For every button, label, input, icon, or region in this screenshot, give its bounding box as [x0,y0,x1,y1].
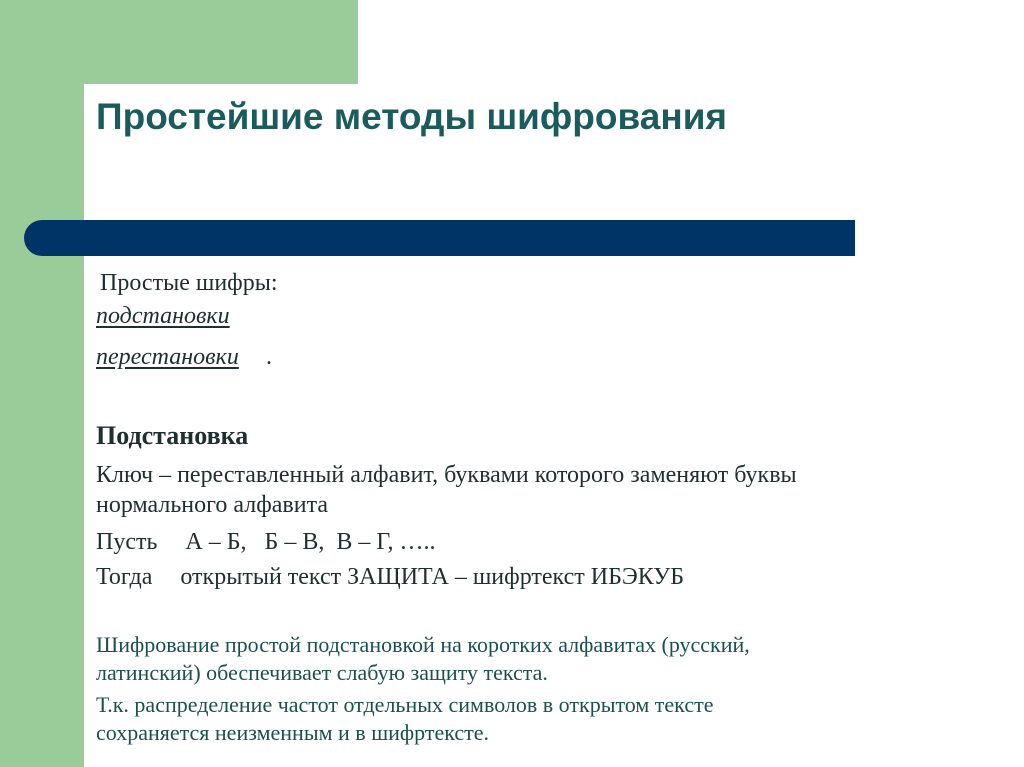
example-result-row [96,562,684,592]
note-line-4: сохраняется неизменным и в шифртексте. [96,720,490,745]
note-line-2: латинский) обеспечивает слабую защиту текста. [96,660,548,685]
then-label: Тогда [96,564,153,590]
key-description-line-2: нормального алфавита [96,492,329,518]
title-underline-bar [24,220,855,256]
let-mapping: А – Б, Б – В, В – Г, ….. [185,529,436,555]
example-mapping-row [96,527,436,557]
slide-title: Простейшие методы шифрования [96,96,728,137]
simple-ciphers-label: Простые шифры: [100,270,278,296]
note-line-3: Т.к. распределение частот отдельных символов в открытом тексте [96,692,714,717]
substitution-heading: Подстановка [96,421,249,450]
key-description-line-1: Ключ – переставленный алфавит, буквами которого заменяют буквы [96,462,797,488]
let-label: Пусть [96,529,158,555]
note-line-1: Шифрование простой подстановкой на коротких алфавитах (русский, [96,632,750,657]
cipher-type-transposition: перестановки [96,344,239,370]
cipher-type-substitution: подстановки [96,303,230,329]
then-text: открытый текст ЗАЩИТА – шифртекст ИБЭКУБ [180,564,684,590]
cipher-types-period: . [266,344,272,370]
decor-green-left-strip [0,0,84,767]
